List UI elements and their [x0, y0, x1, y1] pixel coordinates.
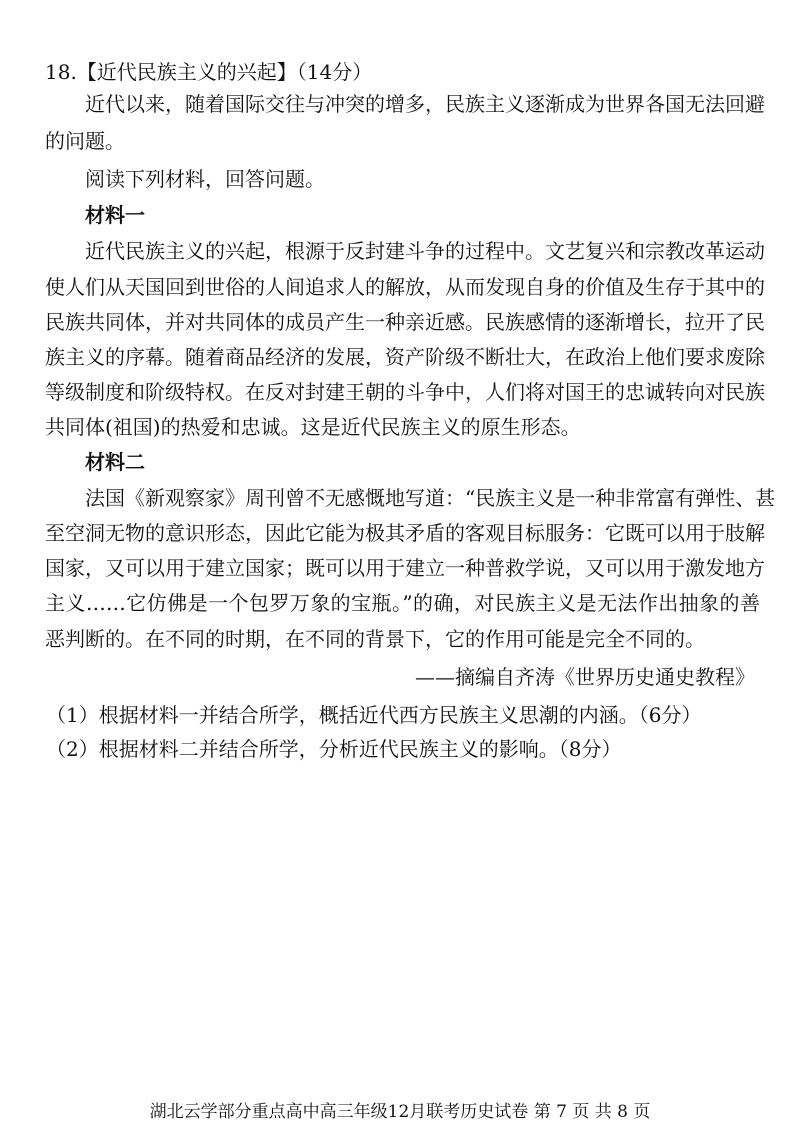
sub-question-2: （2）根据材料二并结合所学，分析近代民族主义的影响。（8分） — [46, 737, 622, 761]
material-1-heading: 材料一 — [85, 203, 145, 227]
material-1-line: 等级制度和阶级特权。在反对封建王朝的斗争中，人们将对国王的忠诚转向对民族 — [45, 380, 765, 404]
sub-question-1: （1）根据材料一并结合所学，概括近代西方民族主义思潮的内涵。（6分） — [46, 703, 702, 727]
instruction-text: 阅读下列材料，回答问题。 — [85, 167, 325, 191]
page-footer: 湖北云学部分重点高中高三年级12月联考历史试卷 第 7 页 共 8 页 — [149, 1102, 651, 1122]
question-title: 18.【近代民族主义的兴起】（14分） — [45, 60, 373, 84]
material-1-line: 民族共同体，并对共同体的成员产生一种亲近感。民族感情的逐渐增长，拉开了民 — [45, 310, 765, 334]
material-1-line: 族主义的序幕。随着商品经济的发展，资产阶级不断壮大，在政治上他们要求废除 — [45, 345, 765, 369]
material-2-line: 主义……它仿佛是一个包罗万象的宝瓶。”的确，对民族主义是无法作出抽象的善 — [45, 591, 760, 615]
material-2-source: ——摘编自齐涛《世界历史通史教程》 — [415, 665, 755, 689]
material-1-line: 近代民族主义的兴起，根源于反封建斗争的过程中。文艺复兴和宗教改革运动 — [85, 239, 765, 263]
material-2-line: 法国《新观察家》周刊曾不无感慨地写道：“民族主义是一种非常富有弹性、甚 — [85, 486, 776, 510]
material-1-line: 共同体(祖国)的热爱和忠诚。这是近代民族主义的原生形态。 — [45, 415, 581, 439]
material-2-line: 至空洞无物的意识形态，因此它能为极其矛盾的客观目标服务：它既可以用于肢解 — [45, 521, 765, 545]
material-2-heading: 材料二 — [85, 450, 145, 474]
intro-text-line-2: 的问题。 — [45, 129, 125, 153]
material-2-line: 恶判断的。在不同的时期，在不同的背景下，它的作用可能是完全不同的。 — [45, 627, 705, 651]
intro-text-line-1: 近代以来，随着国际交往与冲突的增多，民族主义逐渐成为世界各国无法回避 — [85, 92, 765, 116]
material-2-line: 国家，又可以用于建立国家；既可以用于建立一种普救学说，又可以用于激发地方 — [45, 556, 765, 580]
material-1-line: 使人们从天国回到世俗的人间追求人的解放，从而发现自身的价值及生存于其中的 — [45, 275, 765, 299]
